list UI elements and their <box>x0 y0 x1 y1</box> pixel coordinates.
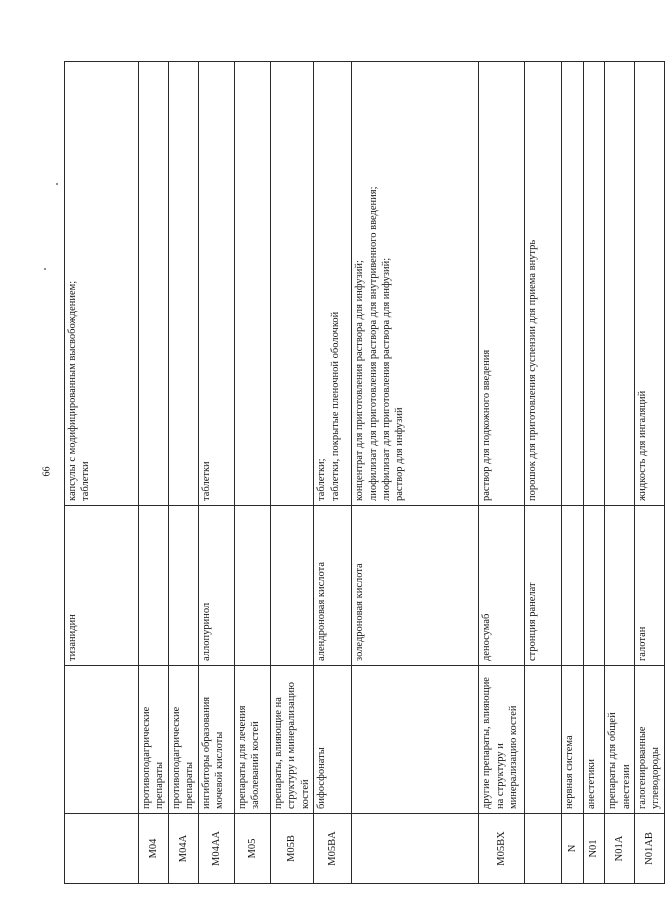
atc-code-line: N01A <box>613 835 625 862</box>
dosage-form-cell <box>168 62 198 506</box>
drug-name-cell <box>168 506 198 666</box>
table-row <box>168 62 198 884</box>
drug-name-line: стронция ранелат <box>527 582 539 661</box>
dosage-form-cell <box>352 62 479 506</box>
dosage-form-cell <box>270 62 313 506</box>
atc-code-cell <box>198 814 234 884</box>
table-row <box>562 62 584 884</box>
group-name-line: препараты для общей анестезии <box>607 712 632 809</box>
dosage-form-line: порошок для приготовления суспензии для приема внутрь <box>527 239 539 501</box>
group-name-line: галогенированные углеводороды <box>636 726 662 809</box>
table-row <box>234 62 270 884</box>
drug-name-line: галотан <box>636 626 648 661</box>
drug-name-cell <box>605 506 635 666</box>
scan-speck <box>56 183 58 185</box>
group-name-line: анестетики <box>586 758 598 809</box>
group-name-cell <box>352 666 479 814</box>
dosage-form-cell <box>198 62 234 506</box>
dosage-form-line: капсулы с модифицированным высвобождением; <box>67 280 78 501</box>
drug-name-cell <box>139 506 169 666</box>
dosage-form-line: раствор для инфузий <box>394 407 406 501</box>
table-row <box>314 62 352 884</box>
dosage-form-cell <box>525 62 562 506</box>
table-row <box>198 62 234 884</box>
group-name-line: препараты, влияющие на структуру и минерализацию костей <box>272 682 311 809</box>
drug-name-cell <box>562 506 584 666</box>
dosage-form-line: жидкость для ингаляций <box>636 390 648 501</box>
drug-name-cell <box>314 506 352 666</box>
table-row <box>65 62 139 884</box>
table-row <box>352 62 479 884</box>
drug-name-cell <box>525 506 562 666</box>
table-row <box>584 62 605 884</box>
table-row <box>479 62 525 884</box>
atc-code-cell <box>562 814 584 884</box>
group-name-cell <box>234 666 270 814</box>
group-name-cell <box>525 666 562 814</box>
dosage-form-line: таблетки <box>80 461 92 501</box>
table-row <box>270 62 313 884</box>
group-name-line: ингибиторы образования мочевой кислоты <box>200 696 226 809</box>
group-name-cell <box>314 666 352 814</box>
group-name-cell <box>139 666 169 814</box>
dosage-form-line: лиофилизат для приготовления раствора для инфузий; <box>380 257 392 501</box>
atc-code-cell <box>605 814 635 884</box>
dosage-form-cell <box>234 62 270 506</box>
drug-name-line: аллопуринол <box>200 602 212 661</box>
drug-classification-table <box>64 62 662 884</box>
dosage-form-line: раствор для подкожного введения <box>481 349 493 501</box>
atc-code-line: M04AA <box>210 831 222 867</box>
atc-code-cell <box>234 814 270 884</box>
atc-code-line: N01AB <box>643 832 655 865</box>
group-name-cell <box>634 666 664 814</box>
dosage-form-cell <box>605 62 635 506</box>
drug-name-cell <box>65 506 139 666</box>
dosage-form-cell <box>584 62 605 506</box>
atc-code-line: M05 <box>246 838 258 859</box>
group-name-cell <box>605 666 635 814</box>
group-name-line: препараты для лечения заболеваний костей <box>236 705 262 809</box>
group-name-cell <box>479 666 525 814</box>
group-name-cell <box>198 666 234 814</box>
group-name-cell <box>584 666 605 814</box>
dosage-form-line: таблетки, покрытые пленочной оболочкой <box>329 311 341 501</box>
group-name-cell <box>270 666 313 814</box>
page-number: 66 <box>41 466 53 477</box>
dosage-form-cell <box>479 62 525 506</box>
atc-code-cell <box>584 814 605 884</box>
dosage-form-cell <box>314 62 352 506</box>
atc-code-cell <box>479 814 525 884</box>
drug-name-cell <box>634 506 664 666</box>
dosage-form-line: лиофилизат для приготовления раствора для внутривенного введения; <box>367 186 379 501</box>
table-row <box>139 62 169 884</box>
drug-name-cell <box>234 506 270 666</box>
group-name-cell <box>168 666 198 814</box>
drug-name-cell <box>270 506 313 666</box>
group-name-line: противоподагрические препараты <box>141 706 166 809</box>
group-name-cell <box>65 666 139 814</box>
dosage-form-cell <box>139 62 169 506</box>
dosage-form-line: таблетки <box>200 461 212 501</box>
table-row <box>634 62 664 884</box>
group-name-line: бифосфонаты <box>316 747 328 809</box>
atc-code-line: N <box>566 844 578 853</box>
atc-code-cell <box>525 814 562 884</box>
dosage-form-cell <box>562 62 584 506</box>
dosage-form-line: таблетки; <box>316 458 328 501</box>
atc-code-cell <box>352 814 479 884</box>
table-row <box>525 62 562 884</box>
atc-code-cell <box>139 814 169 884</box>
atc-code-line: N01 <box>588 839 600 858</box>
group-name-cell <box>562 666 584 814</box>
drug-name-line: золедроновая кислота <box>354 563 366 661</box>
scan-speck <box>44 268 46 270</box>
drug-name-line: тизанидин <box>67 614 78 661</box>
drug-name-line: алендроновая кислота <box>316 561 328 661</box>
dosage-form-cell <box>65 62 139 506</box>
atc-code-cell <box>65 814 139 884</box>
atc-code-line: M05BX <box>495 831 507 866</box>
dosage-form-cell <box>634 62 664 506</box>
atc-code-cell <box>314 814 352 884</box>
drug-name-line: деносумаб <box>481 613 493 661</box>
group-name-line: противоподагрические препараты <box>170 706 196 809</box>
atc-code-cell <box>270 814 313 884</box>
atc-code-cell <box>634 814 664 884</box>
drug-name-cell <box>352 506 479 666</box>
drug-name-cell <box>198 506 234 666</box>
drug-name-cell <box>479 506 525 666</box>
atc-code-line: M04A <box>177 834 189 863</box>
group-name-line: нервная система <box>564 735 576 809</box>
group-name-line: другие препараты, влияющие на структуру и минерализацию костей <box>481 677 519 809</box>
table-row <box>605 62 635 884</box>
atc-code-line: M05B <box>286 835 298 862</box>
atc-code-line: M04 <box>147 838 159 859</box>
drug-name-cell <box>584 506 605 666</box>
atc-code-line: M05BA <box>326 831 338 866</box>
dosage-form-line: концентрат для приготовления раствора для инфузий; <box>354 260 366 501</box>
atc-code-cell <box>168 814 198 884</box>
